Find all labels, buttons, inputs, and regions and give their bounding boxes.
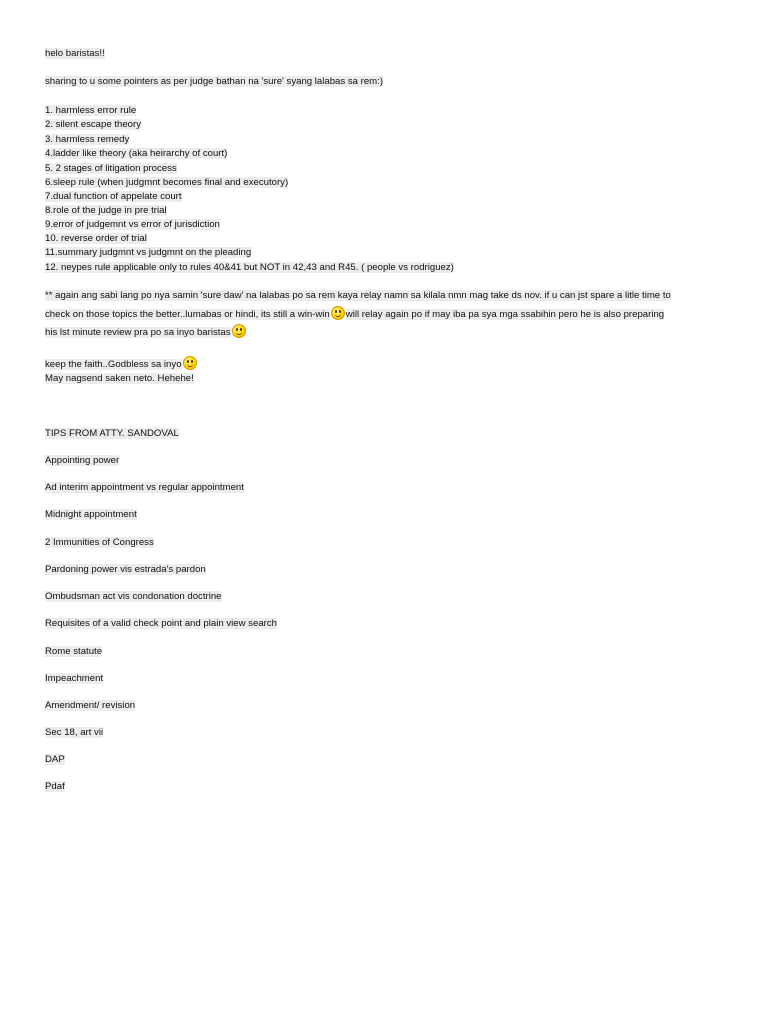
list-item: 1. harmless error rule [45, 105, 137, 116]
list-item: Ad interim appointment vs regular appointment [45, 482, 244, 493]
list-item: Midnight appointment [45, 509, 137, 520]
list-item: 9.error of judgemnt vs error of jurisdiction [45, 219, 220, 230]
note-line-2: check on those topics the better..lumabas or hindi, its still a win-win will relay again po if may iba pa sya mga ssabihin pero he is also preparing [45, 306, 664, 318]
note-line-3: his lst minute review pra po sa inyo baristas [45, 324, 247, 336]
list-item: 6.sleep rule (when judgmnt becomes final and executory) [45, 177, 289, 188]
list-item: DAP [45, 754, 65, 765]
sharing-text: sharing to u some pointers as per judge bathan na 'sure' syang lalabas sa rem:) [45, 76, 384, 87]
faith-line: keep the faith..Godbless sa inyo [45, 356, 198, 368]
list-item: Sec 18, art vii [45, 727, 104, 738]
smiley-face-icon [183, 356, 197, 370]
list-item: 11.summary judgmnt vs judgmnt on the pleading [45, 247, 252, 258]
greeting-line [45, 48, 105, 60]
list-item: Appointing power [45, 455, 120, 466]
smiley-face-icon [232, 324, 246, 338]
list-item: 4.ladder like theory (aka heirarchy of court) [45, 148, 228, 159]
list-item: 2. silent escape theory [45, 119, 141, 130]
list-item: Impeachment [45, 673, 104, 684]
sharing-line [45, 76, 383, 88]
list-item: 8.role of the judge in pre trial [45, 205, 167, 216]
list-item: 2 Immunities of Congress [45, 537, 154, 548]
list-item: Pdaf [45, 781, 65, 792]
list-item: Amendment/ revision [45, 700, 136, 711]
list-item: Requisites of a valid check point and plain view search [45, 618, 277, 629]
note-line-1: ** again ang sabi lang po nya samin 'sure daw' na lalabas po sa rem kaya relay namn sa kilala nmn mag take ds nov. if u can jst spare a litle time to [45, 290, 671, 301]
list-item: 5. 2 stages of litigation process [45, 163, 177, 174]
list-item: 12. neypes rule applicable only to rules 40&41 but NOT in 42,43 and R45. ( people vs rodriguez) [45, 262, 454, 273]
list-item: Pardoning power vis estrada's pardon [45, 564, 206, 575]
smiley-face-icon [331, 306, 345, 320]
list-item: 7.dual function of appelate court [45, 191, 182, 202]
list-item: Rome statute [45, 646, 103, 657]
list-item: 10. reverse order of trial [45, 233, 147, 244]
list-item: Ombudsman act vis condonation doctrine [45, 591, 222, 602]
tips-heading: TIPS FROM ATTY. SANDOVAL [45, 428, 179, 439]
sent-line: May nagsend saken neto. Hehehe! [45, 373, 194, 384]
greeting-text: helo baristas!! [45, 48, 105, 59]
list-item: 3. harmless remedy [45, 134, 130, 145]
